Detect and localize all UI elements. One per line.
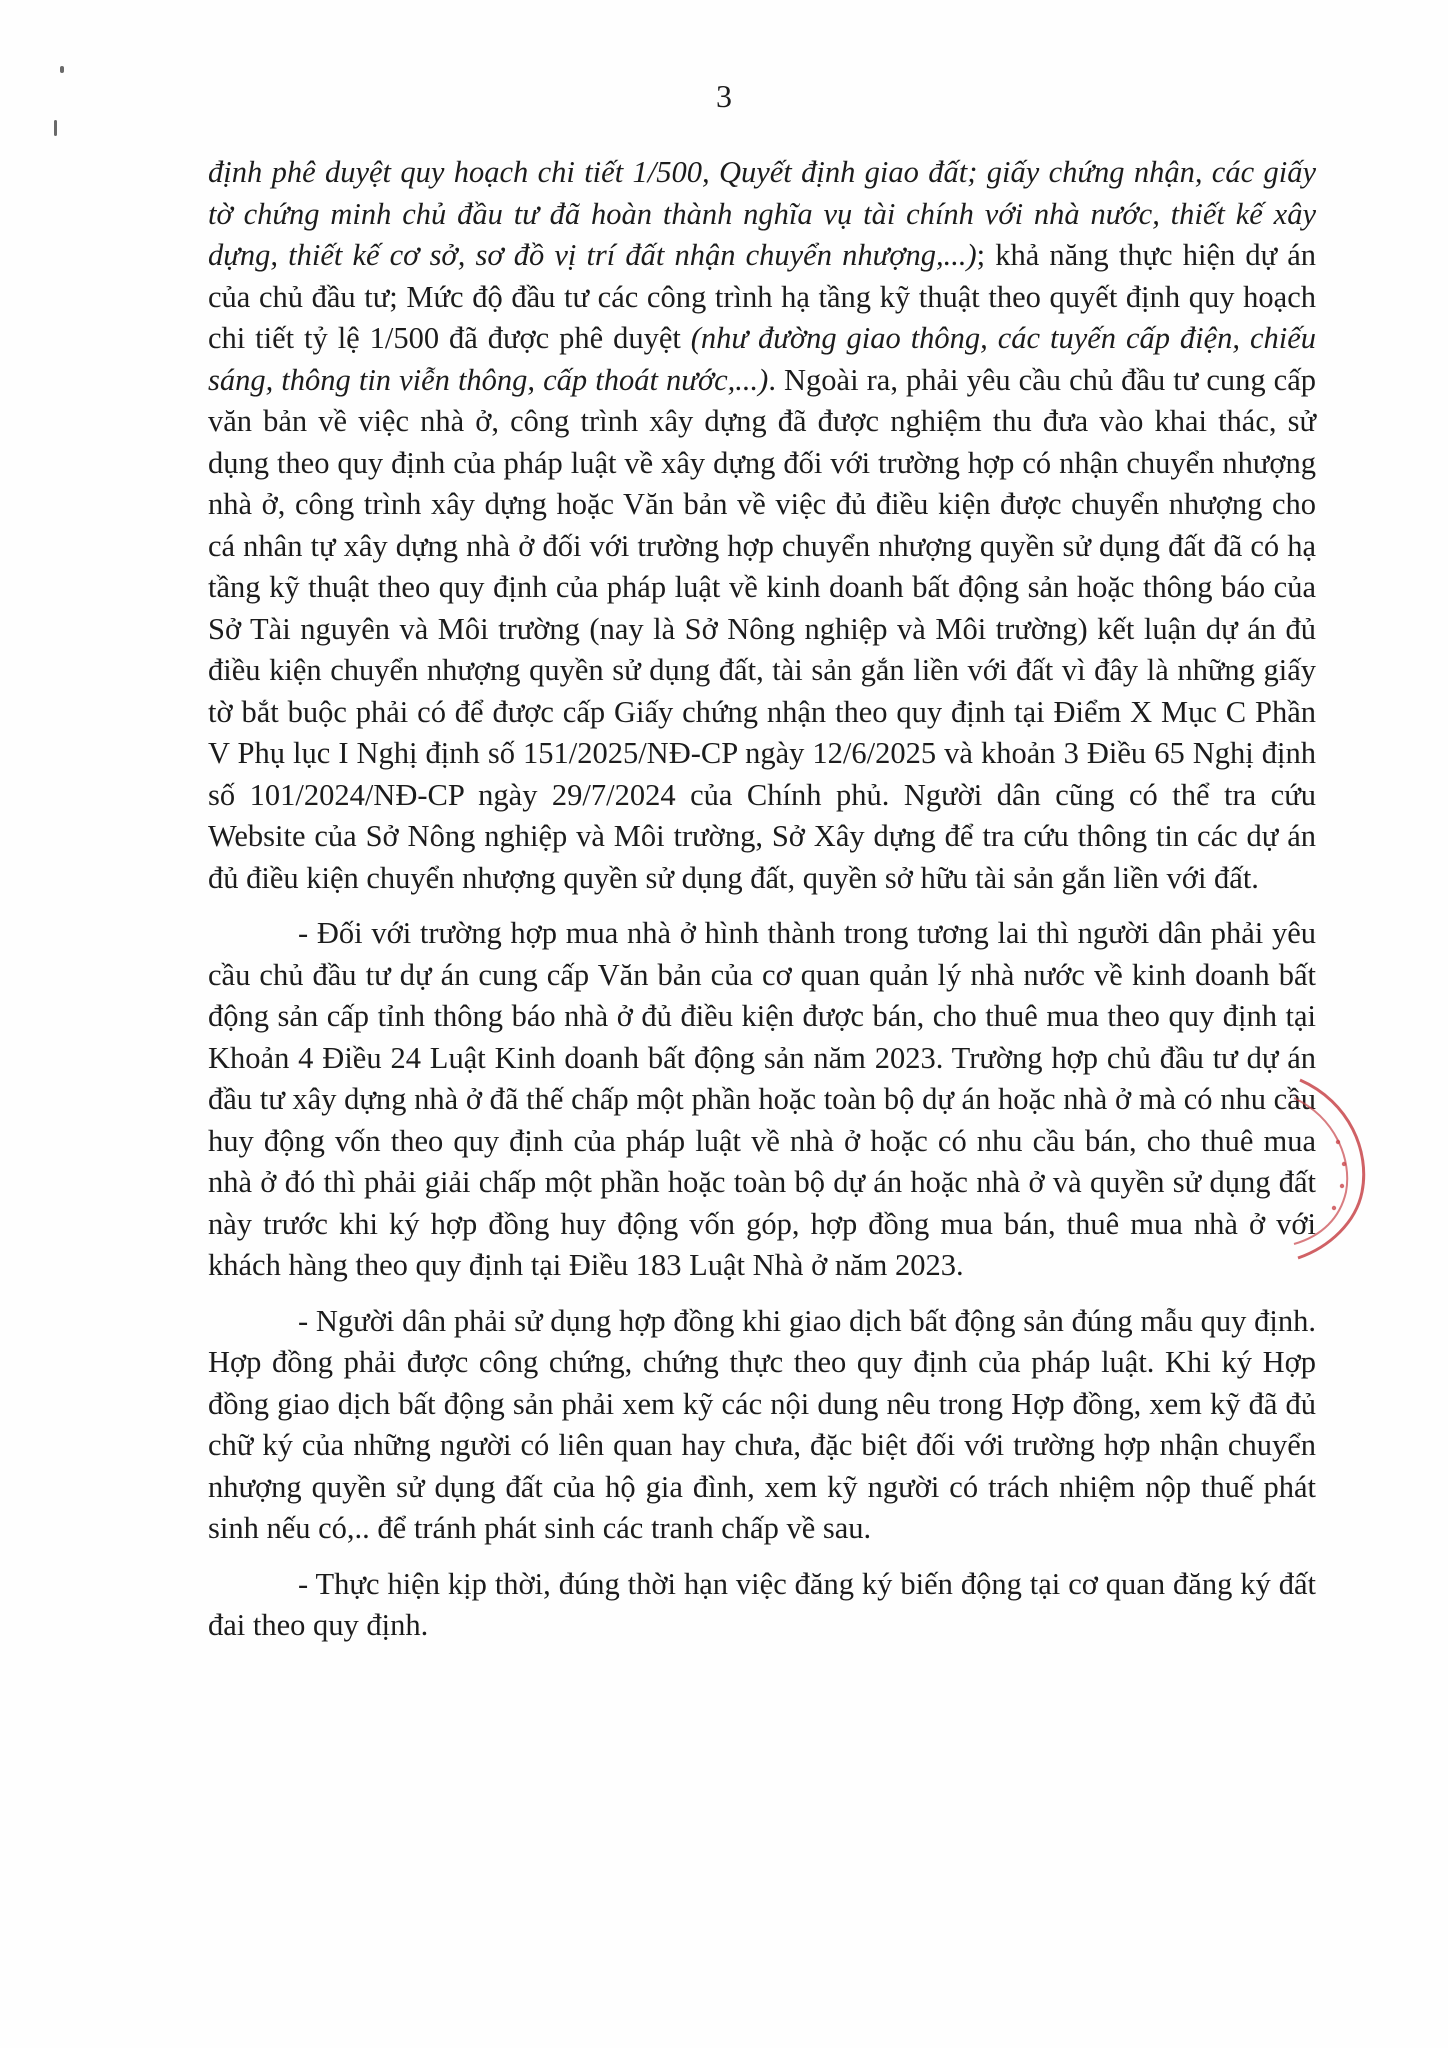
paragraph-continuation: [208, 152, 1316, 899]
scan-artifact-dash: [54, 120, 57, 136]
italic-text-infrastructure: (như đường giao thông, các tuyến cấp điện, chiếu sáng, thông tin viễn thông, cấp thoát nước,...): [208, 321, 1317, 397]
text-requirements: . Ngoài ra, phải yêu cầu chủ đầu tư cung cấp văn bản về việc nhà ở, công trình xây dựng đã được nghiệm thu đưa vào khai thác, sử dụng theo quy định của pháp luật về xây dựng đối với trường hợp có nhận chuyển nhượng nhà ở, công trình xây dựng hoặc Văn bản về việc đủ điều kiện được chuyển nhượng cho cá nhân tự xây dựng nhà ở đối với trường hợp chuyển nhượng quyền sử dụng đất đã có hạ tầng kỹ thuật theo quy định của pháp luật về kinh doanh bất động sản hoặc thông báo của Sở Tài nguyên và Môi trường (nay là Sở Nông nghiệp và Môi trường) kết luận dự án đủ điều kiện chuyển nhượng quyền sử dụng đất, tài sản gắn liền với đất vì đây là những giấy tờ bắt buộc phải có để được cấp Giấy chứng nhận theo quy định tại Điểm X Mục C Phần V Phụ lục I Nghị định số 151/2025/NĐ-CP ngày 12/6/2025 và khoản 3 Điều 65 Nghị định số 101/2024/NĐ-CP ngày 29/7/2024 của Chính phủ. Người dân cũng có thể tra cứu Website của Sở Nông nghiệp và Môi trường, Sở Xây dựng để tra cứu thông tin các dự án đủ điều kiện chuyển nhượng quyền sử dụng đất, quyền sở hữu tài sản gắn liền với đất.: [208, 362, 1317, 895]
page-number: 3: [716, 78, 732, 114]
text-capacity: ; khả năng thực hiện dự án của chủ đầu tư; Mức độ đầu tư các công trình hạ tầng kỹ thuật theo quyết định quy hoạch chi tiết tỷ lệ 1/500 đã được phê duyệt: [208, 238, 1316, 355]
red-seal-stamp-edge: [1290, 1072, 1380, 1262]
italic-text-approvals: định phê duyệt quy hoạch chi tiết 1/500, Quyết định giao đất; giấy chứng nhận, các giấy tờ chứng minh chủ đầu tư đã hoàn thành nghĩa vụ tài chính với nhà nước, thiết kế xây dựng, thiết kế cơ sở, sơ đồ vị trí đất nhận chuyển nhượng,...): [208, 155, 1316, 272]
paragraph-registration: - Thực hiện kịp thời, đúng thời hạn việc đăng ký biến động tại cơ quan đăng ký đất đai theo quy định.: [208, 1566, 1316, 1642]
document-body: [208, 152, 1316, 1647]
paragraph-future-housing: - Đối với trường hợp mua nhà ở hình thành trong tương lai thì người dân phải yêu cầu chủ đầu tư dự án cung cấp Văn bản của cơ quan quản lý nhà nước về kinh doanh bất động sản cấp tỉnh thông báo nhà ở đủ điều kiện được bán, cho thuê mua theo quy định tại Khoản 4 Điều 24 Luật Kinh doanh bất động sản năm 2023. Trường hợp chủ đầu tư dự án đầu tư xây dựng nhà ở đã thế chấp một phần hoặc toàn bộ dự án hoặc nhà ở mà có nhu cầu huy động vốn theo quy định của pháp luật về nhà ở hoặc có nhu cầu bán, cho thuê mua nhà ở đó thì phải giải chấp một phần hoặc toàn bộ dự án hoặc nhà ở và quyền sử dụng đất này trước khi ký hợp đồng huy động vốn góp, hợp đồng mua bán, thuê mua nhà ở với khách hàng theo quy định tại Điều 183 Luật Nhà ở năm 2023.: [208, 916, 1316, 1282]
paragraph-contracts: - Người dân phải sử dụng hợp đồng khi giao dịch bất động sản đúng mẫu quy định. Hợp đồng phải được công chứng, chứng thực theo quy định của pháp luật. Khi ký Hợp đồng giao dịch bất động sản phải xem kỹ các nội dung nêu trong Hợp đồng, xem kỹ đã đủ chữ ký của những người có liên quan hay chưa, đặc biệt đối với trường hợp nhận chuyển nhượng quyền sử dụng đất của hộ gia đình, xem kỹ người có trách nhiệm nộp thuế phát sinh nếu có,.. để tránh phát sinh các tranh chấp về sau.: [208, 1303, 1316, 1545]
scan-artifact-dot: [60, 66, 64, 73]
